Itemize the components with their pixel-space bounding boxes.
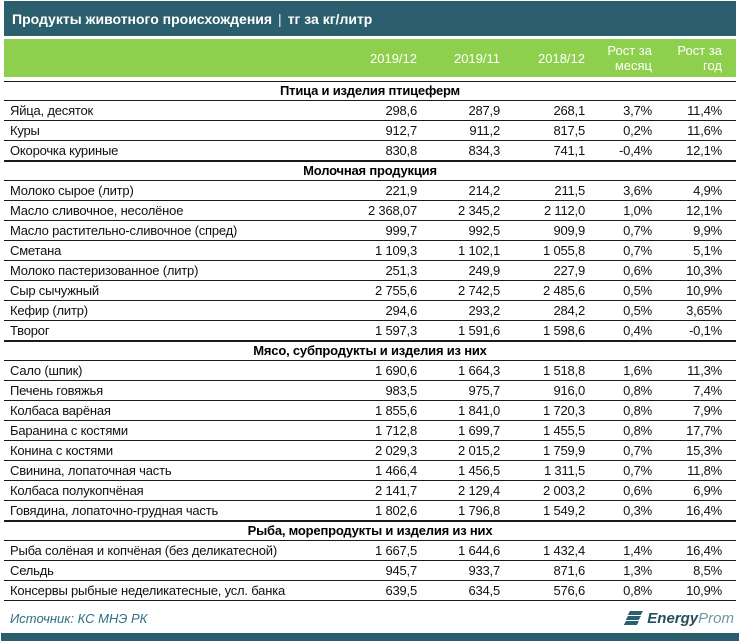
logo-text-light: Prom xyxy=(698,609,734,627)
logo-bar-icon xyxy=(628,611,643,615)
cell-price-2019-12: 830,8 xyxy=(385,143,417,158)
cell-growth-year: 5,1% xyxy=(693,243,722,258)
cell-price-2018-12: 268,1 xyxy=(553,103,585,118)
footer xyxy=(4,606,736,630)
cell-growth-year: 10,9% xyxy=(686,283,722,298)
cell-price-2018-12: 1 598,6 xyxy=(543,323,585,338)
cell-price-2019-12: 1 712,8 xyxy=(375,423,417,438)
cell-price-2018-12: 741,1 xyxy=(553,143,585,158)
cell-growth-year: 10,3% xyxy=(686,263,722,278)
cell-price-2018-12: 1 432,4 xyxy=(543,543,585,558)
energyprom-logo xyxy=(625,610,736,627)
cell-price-2018-12: 2 003,2 xyxy=(543,483,585,498)
table-row xyxy=(4,381,736,401)
table-row xyxy=(4,101,736,121)
cell-price-2018-12: 211,5 xyxy=(554,183,585,198)
cell-product-name: Куры xyxy=(10,123,40,138)
cell-price-2019-12: 298,6 xyxy=(385,103,417,118)
cell-price-2019-12: 1 690,6 xyxy=(375,363,417,378)
cell-price-2018-12: 1 455,5 xyxy=(543,423,585,438)
cell-price-2018-12: 2 485,6 xyxy=(543,283,585,298)
cell-product-name: Кефир (литр) xyxy=(10,303,88,318)
cell-growth-month: 0,5% xyxy=(623,303,652,318)
table-row xyxy=(4,581,736,601)
cell-price-2019-12: 983,5 xyxy=(385,383,417,398)
title-bar xyxy=(4,1,736,36)
cell-product-name: Масло сливочное, несолёное xyxy=(10,203,184,218)
price-table xyxy=(4,81,736,601)
cell-growth-month: 1,6% xyxy=(623,363,652,378)
cell-product-name: Яйца, десяток xyxy=(10,103,94,118)
column-header-0: 2019/12 xyxy=(370,50,417,66)
table-row xyxy=(4,441,736,461)
cell-growth-year: 12,1% xyxy=(686,143,722,158)
cell-growth-month: 0,7% xyxy=(623,223,652,238)
cell-price-2019-11: 1 841,0 xyxy=(458,403,500,418)
cell-product-name: Молоко сырое (литр) xyxy=(10,183,134,198)
column-header-row xyxy=(4,39,736,77)
cell-price-2019-12: 1 667,5 xyxy=(375,543,417,558)
cell-price-2018-12: 817,5 xyxy=(553,123,585,138)
section-title: Рыба, морепродукты и изделия из них xyxy=(4,521,736,541)
cell-price-2019-11: 1 644,6 xyxy=(458,543,500,558)
cell-product-name: Говядина, лопаточно-грудная часть xyxy=(10,503,219,518)
column-header-1: 2019/11 xyxy=(453,50,500,66)
column-header-4: Рост за год xyxy=(677,43,722,73)
logo-text-bold: Energy xyxy=(647,609,699,627)
cell-product-name: Колбаса варёная xyxy=(10,403,111,418)
infographic-page xyxy=(0,1,740,641)
cell-price-2019-12: 294,6 xyxy=(385,303,417,318)
cell-price-2019-12: 1 109,3 xyxy=(375,243,417,258)
cell-price-2019-11: 1 102,1 xyxy=(458,243,500,258)
cell-product-name: Рыба солёная и копчёная (без деликатесной) xyxy=(10,543,277,558)
cell-product-name: Молоко пастеризованное (литр) xyxy=(10,263,199,278)
section-title: Мясо, субпродукты и изделия из них xyxy=(4,341,736,361)
cell-growth-month: 0,6% xyxy=(623,263,652,278)
cell-growth-month: 0,8% xyxy=(623,403,652,418)
cell-product-name: Сало (шпик) xyxy=(10,363,83,378)
cell-growth-month: 0,7% xyxy=(623,463,652,478)
energyprom-icon xyxy=(625,610,643,626)
cell-price-2019-12: 221,9 xyxy=(385,183,417,198)
cell-price-2019-12: 1 597,3 xyxy=(375,323,417,338)
column-header-product xyxy=(4,39,340,77)
cell-growth-month: 3,7% xyxy=(623,103,652,118)
cell-growth-year: 6,9% xyxy=(693,483,722,498)
cell-price-2019-12: 1 802,6 xyxy=(375,503,417,518)
cell-product-name: Конина с костями xyxy=(10,443,113,458)
cell-growth-year: 7,4% xyxy=(693,383,722,398)
cell-product-name: Сметана xyxy=(10,243,62,258)
logo-bar-icon xyxy=(626,616,641,620)
cell-price-2019-11: 1 591,6 xyxy=(458,323,500,338)
table-row xyxy=(4,221,736,241)
cell-growth-month: 0,5% xyxy=(623,283,652,298)
cell-product-name: Баранина с костями xyxy=(10,423,128,438)
cell-growth-year: 11,8% xyxy=(687,463,722,478)
cell-growth-month: 0,7% xyxy=(623,443,652,458)
cell-price-2019-11: 2 129,4 xyxy=(458,483,500,498)
cell-price-2019-11: 2 345,2 xyxy=(458,203,500,218)
cell-growth-year: 16,4% xyxy=(686,503,722,518)
cell-growth-month: 0,6% xyxy=(623,483,652,498)
cell-price-2019-11: 1 699,7 xyxy=(458,423,500,438)
table-row xyxy=(4,421,736,441)
logo-text xyxy=(647,610,734,627)
cell-price-2019-11: 911,2 xyxy=(469,123,500,138)
source-note: Источник: КС МНЭ РК xyxy=(10,610,148,626)
cell-price-2019-12: 251,3 xyxy=(385,263,417,278)
cell-growth-year: 12,1% xyxy=(686,203,722,218)
cell-growth-month: 1,3% xyxy=(623,563,652,578)
cell-price-2018-12: 1 549,2 xyxy=(543,503,585,518)
cell-product-name: Окорочка куриные xyxy=(10,143,119,158)
table-row xyxy=(4,561,736,581)
cell-price-2019-11: 975,7 xyxy=(468,383,500,398)
cell-growth-month: 1,0% xyxy=(623,203,652,218)
cell-price-2019-11: 634,5 xyxy=(468,583,500,598)
cell-growth-year: 8,5% xyxy=(693,563,722,578)
cell-price-2018-12: 916,0 xyxy=(553,383,585,398)
table-row xyxy=(4,501,736,521)
cell-growth-month: -0,4% xyxy=(619,143,652,158)
cell-price-2019-12: 945,7 xyxy=(385,563,417,578)
cell-growth-year: 10,9% xyxy=(686,583,722,598)
cell-price-2019-11: 214,2 xyxy=(468,183,500,198)
cell-price-2019-11: 1 664,3 xyxy=(458,363,500,378)
cell-growth-year: 15,3% xyxy=(686,443,722,458)
cell-growth-year: 17,7% xyxy=(686,423,722,438)
cell-growth-month: 1,4% xyxy=(623,543,652,558)
cell-price-2019-12: 2 755,6 xyxy=(375,283,417,298)
cell-price-2019-12: 2 141,7 xyxy=(375,483,417,498)
cell-growth-month: 0,8% xyxy=(623,423,652,438)
table-row xyxy=(4,181,736,201)
cell-growth-month: 0,3% xyxy=(623,503,652,518)
cell-price-2019-12: 999,7 xyxy=(385,223,417,238)
cell-price-2019-11: 293,2 xyxy=(468,303,500,318)
table-row xyxy=(4,401,736,421)
cell-product-name: Печень говяжья xyxy=(10,383,103,398)
column-header-3: Рост за месяц xyxy=(607,43,652,73)
cell-price-2018-12: 1 759,9 xyxy=(543,443,585,458)
table-row xyxy=(4,301,736,321)
cell-price-2018-12: 871,6 xyxy=(553,563,585,578)
cell-growth-year: 3,65% xyxy=(686,303,722,318)
cell-price-2019-12: 2 368,07 xyxy=(367,203,417,218)
cell-growth-month: 0,2% xyxy=(623,123,652,138)
page-title: Продукты животного происхождения xyxy=(12,10,273,27)
cell-growth-year: -0,1% xyxy=(689,323,722,338)
cell-growth-year: 4,9% xyxy=(693,183,722,198)
cell-price-2019-11: 2 742,5 xyxy=(458,283,500,298)
cell-price-2019-11: 992,5 xyxy=(468,223,500,238)
section-title: Птица и изделия птицеферм xyxy=(4,81,736,101)
table-row xyxy=(4,361,736,381)
table-row xyxy=(4,481,736,501)
cell-price-2019-12: 639,5 xyxy=(385,583,417,598)
cell-price-2018-12: 909,9 xyxy=(553,223,585,238)
table-row xyxy=(4,121,736,141)
cell-growth-year: 11,6% xyxy=(687,123,722,138)
cell-price-2018-12: 284,2 xyxy=(553,303,585,318)
cell-price-2019-12: 1 466,4 xyxy=(375,463,417,478)
cell-price-2019-12: 2 029,3 xyxy=(375,443,417,458)
table-row xyxy=(4,201,736,221)
cell-price-2018-12: 1 055,8 xyxy=(543,243,585,258)
column-header-2: 2018/12 xyxy=(538,50,585,66)
cell-growth-year: 11,4% xyxy=(687,103,722,118)
table-row xyxy=(4,541,736,561)
cell-price-2018-12: 2 112,0 xyxy=(543,203,585,218)
cell-price-2019-12: 912,7 xyxy=(385,123,417,138)
cell-growth-year: 7,9% xyxy=(693,403,722,418)
table-row xyxy=(4,141,736,161)
table-row xyxy=(4,461,736,481)
cell-growth-month: 0,8% xyxy=(623,383,652,398)
cell-product-name: Свинина, лопаточная часть xyxy=(10,463,172,478)
cell-product-name: Сельдь xyxy=(10,563,54,578)
cell-product-name: Консервы рыбные неделикатесные, усл. банка xyxy=(10,583,285,598)
cell-product-name: Масло растительно-сливочное (спред) xyxy=(10,223,238,238)
cell-product-name: Сыр сычужный xyxy=(10,283,99,298)
cell-product-name: Творог xyxy=(10,323,50,338)
cell-growth-year: 9,9% xyxy=(693,223,722,238)
cell-growth-month: 0,8% xyxy=(623,583,652,598)
cell-growth-year: 16,4% xyxy=(686,543,722,558)
table-row xyxy=(4,261,736,281)
title-separator: | xyxy=(278,10,282,27)
logo-bar-icon xyxy=(624,621,639,625)
cell-price-2019-11: 1 456,5 xyxy=(458,463,500,478)
section-title: Молочная продукция xyxy=(4,161,736,181)
cell-product-name: Колбаса полукопчёная xyxy=(10,483,144,498)
cell-growth-month: 0,4% xyxy=(623,323,652,338)
cell-growth-month: 3,6% xyxy=(623,183,652,198)
cell-price-2019-12: 1 855,6 xyxy=(375,403,417,418)
cell-price-2019-11: 249,9 xyxy=(468,263,500,278)
cell-price-2019-11: 2 015,2 xyxy=(458,443,500,458)
cell-price-2018-12: 1 311,5 xyxy=(543,463,585,478)
cell-price-2018-12: 576,6 xyxy=(553,583,585,598)
cell-price-2018-12: 227,9 xyxy=(553,263,585,278)
cell-price-2019-11: 933,7 xyxy=(468,563,500,578)
title-unit: тг за кг/литр xyxy=(287,10,373,27)
cell-growth-month: 0,7% xyxy=(623,243,652,258)
cell-growth-year: 11,3% xyxy=(687,363,722,378)
table-row xyxy=(4,281,736,301)
cell-price-2019-11: 834,3 xyxy=(468,143,500,158)
cell-price-2019-11: 1 796,8 xyxy=(458,503,500,518)
cell-price-2018-12: 1 518,8 xyxy=(543,363,585,378)
cell-price-2018-12: 1 720,3 xyxy=(543,403,585,418)
cell-price-2019-11: 287,9 xyxy=(468,103,500,118)
table-row xyxy=(4,241,736,261)
table-row xyxy=(4,321,736,341)
